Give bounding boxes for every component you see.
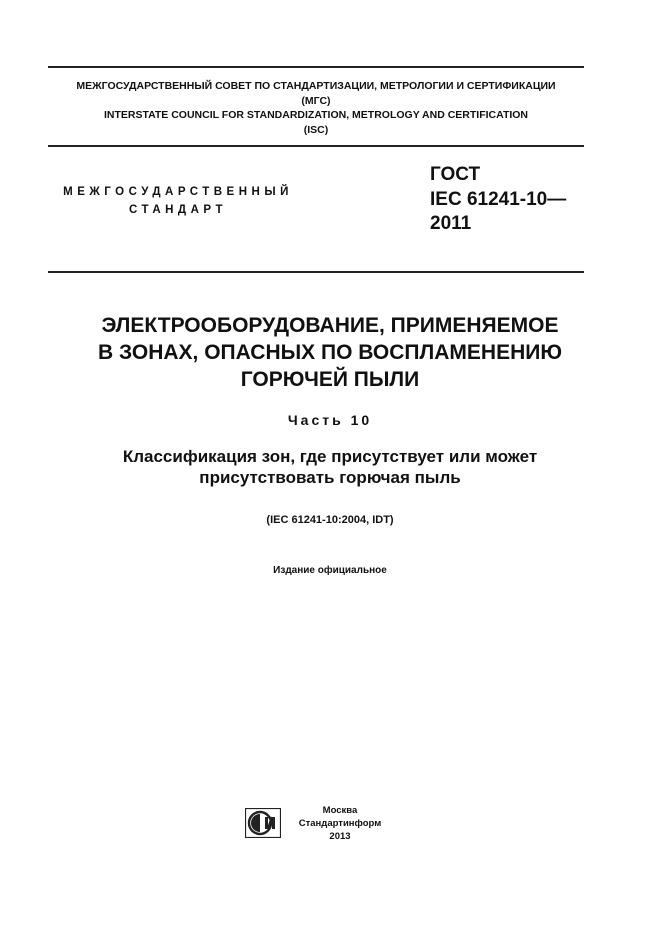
standard-type-line2: СТАНДАРТ [129, 204, 227, 216]
title-line3: ГОРЮЧЕЙ ПЫЛИ [240, 368, 420, 391]
council-abbr-en: (ISC) [303, 124, 329, 136]
standard-type-line1: МЕЖГОСУДАРСТВЕННЫЙ [63, 186, 293, 198]
publisher-city: Москва [322, 805, 358, 816]
part-label: Часть 10 [287, 412, 373, 428]
edition-label: Издание официальное [273, 565, 387, 576]
title-line1: ЭЛЕКТРООБОРУДОВАНИЕ, ПРИМЕНЯЕМОЕ [101, 314, 559, 337]
subtitle-line2: присутствовать горючая пыль [199, 468, 461, 487]
council-name-ru: МЕЖГОСУДАРСТВЕННЫЙ СОВЕТ ПО СТАНДАРТИЗАЦИИ, МЕТРОЛОГИИ И СЕРТИФИКАЦИИ [76, 80, 556, 92]
council-abbr-ru: (МГС) [301, 95, 331, 107]
gost-year: 2011 [430, 213, 472, 234]
standartinform-logo [245, 808, 281, 838]
council-rule [48, 145, 584, 147]
gost-number: IEC 61241-10— [430, 189, 567, 210]
council-name-en: INTERSTATE COUNCIL FOR STANDARDIZATION, METROLOGY AND CERTIFICATION [103, 109, 529, 121]
publisher-name: Стандартинформ [298, 818, 382, 829]
iec-reference: (IEC 61241-10:2004, IDT) [266, 514, 394, 526]
section-rule [48, 271, 584, 273]
subtitle-line1: Классификация зон, где присутствует или может [122, 447, 538, 466]
publisher-year: 2013 [329, 831, 351, 842]
title-line2: В ЗОНАХ, ОПАСНЫХ ПО ВОСПЛАМЕНЕНИЮ [97, 341, 562, 364]
top-rule [48, 66, 584, 68]
gost-label: ГОСТ [430, 164, 481, 185]
